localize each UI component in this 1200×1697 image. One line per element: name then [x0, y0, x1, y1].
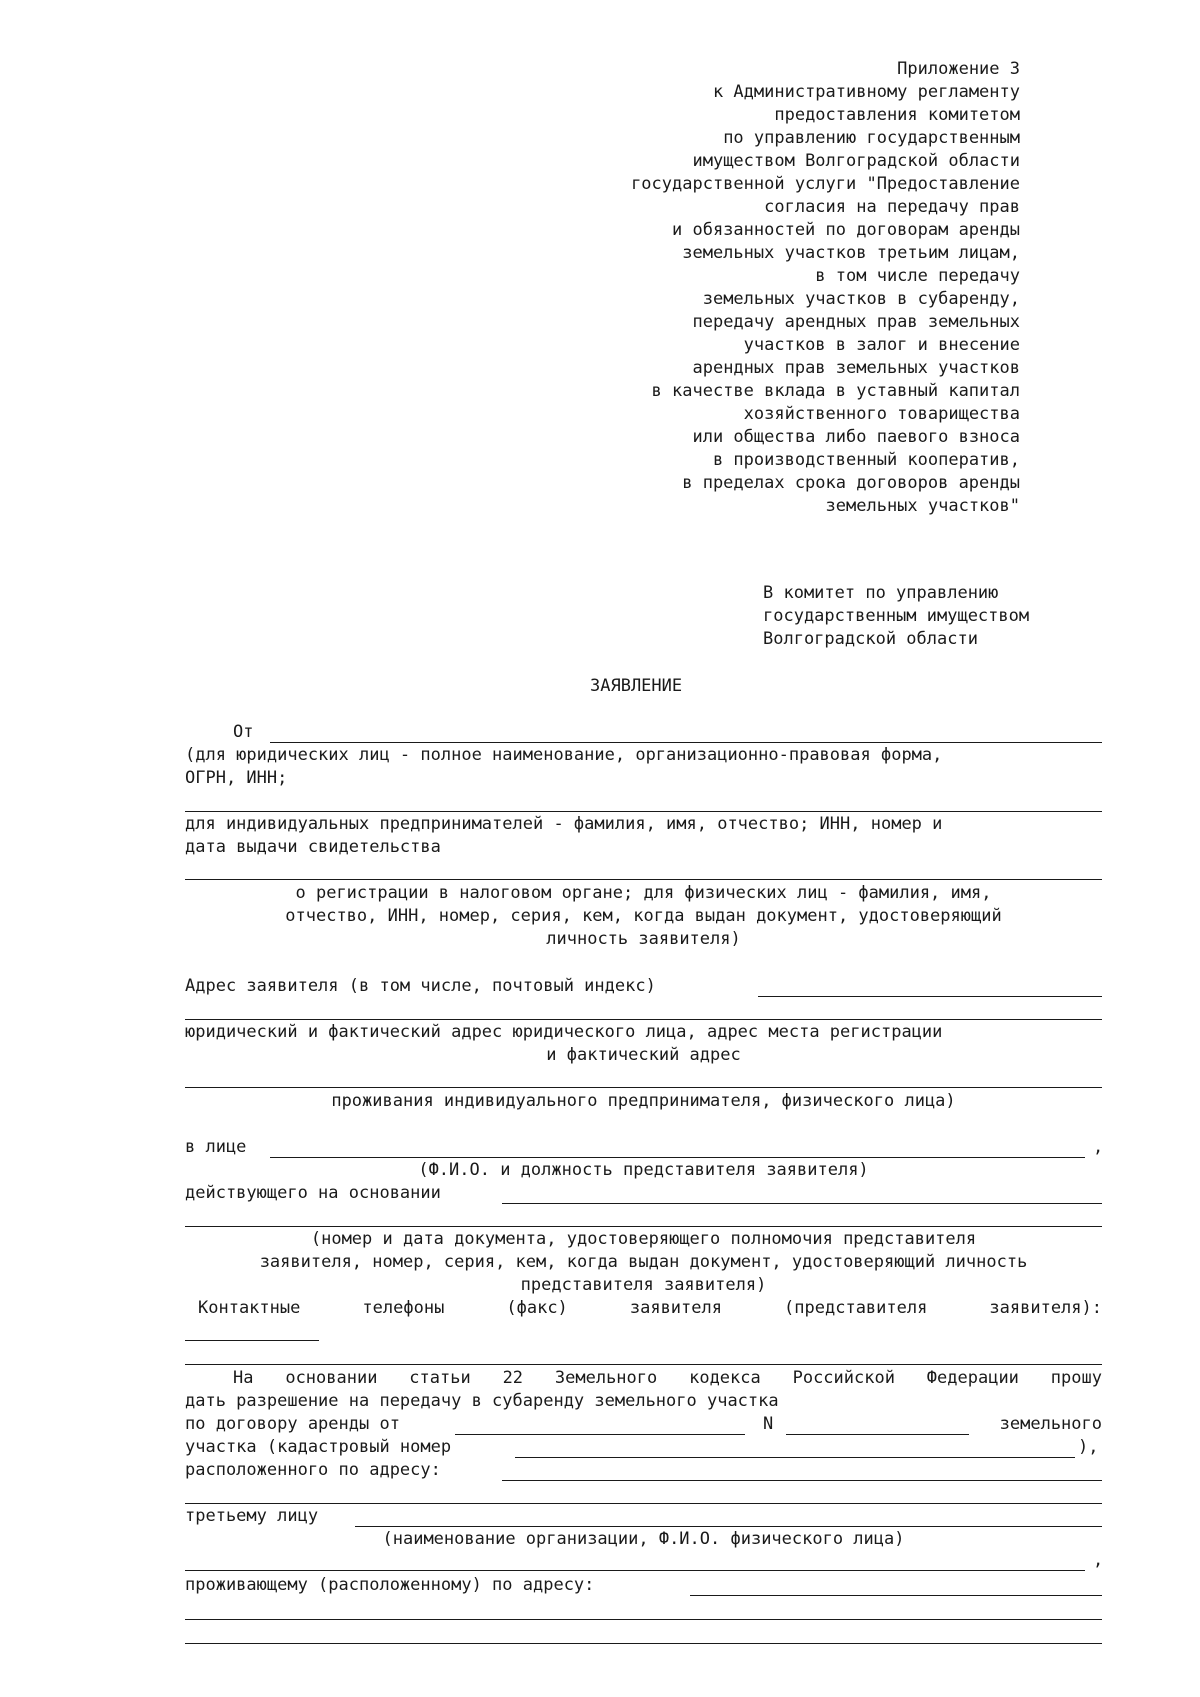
address-hint: юридический и фактический адрес юридического лица, адрес места регистрации [185, 1022, 943, 1042]
contacts-line [198, 1297, 1102, 1319]
request-word: прошу [1050, 1368, 1102, 1388]
third-party-field-line[interactable] [355, 1526, 1102, 1527]
request-line-1 [233, 1367, 1102, 1389]
address-field-line[interactable] [758, 996, 1102, 997]
appendix-line: в качестве вклада в уставный капитал [651, 381, 1020, 401]
residing-field-line-2[interactable] [185, 1619, 1102, 1620]
rep-hint: (номер и дата документа, удостоверяющего полномочия представителя [310, 1229, 977, 1249]
addressee-line: В комитет по управлению [763, 583, 999, 603]
from-field-line[interactable] [270, 742, 1102, 743]
contract-label: по договору аренды от [185, 1414, 400, 1434]
appendix-line: хозяйственного товарищества [743, 404, 1020, 424]
addressee-line: государственным имуществом [763, 606, 1030, 626]
from-hint: ОГРН, ИНН; [185, 768, 288, 788]
residing-field-line-3[interactable] [185, 1643, 1102, 1644]
request-word: Федерации [926, 1368, 1019, 1388]
address-label: Адрес заявителя (в том числе, почтовый индекс) [185, 976, 656, 996]
appendix-line: передачу арендных прав земельных [692, 312, 1020, 332]
rep-hint: (Ф.И.О. и должность представителя заявителя) [418, 1160, 869, 1180]
request-word: кодекса [689, 1368, 761, 1388]
from-label: От [233, 722, 254, 742]
rep-field-line[interactable] [270, 1157, 1085, 1158]
contacts-field-line-2[interactable] [185, 1364, 1102, 1365]
appendix-line: в том числе передачу [815, 266, 1020, 286]
from-hint: личность заявителя) [546, 929, 741, 949]
address-field-line-3[interactable] [185, 1087, 1102, 1088]
addressee-line: Волгоградской области [763, 629, 978, 649]
request-word: Российской [792, 1368, 895, 1388]
third-party-field-line-2[interactable] [185, 1570, 1085, 1571]
document-title: ЗАЯВЛЕНИЕ [590, 676, 683, 696]
appendix-line: предоставления комитетом [774, 105, 1020, 125]
contract-n-label: N [763, 1414, 774, 1434]
appendix-line: согласия на передачу прав [764, 197, 1020, 217]
rep-hint: представителя заявителя) [520, 1275, 767, 1295]
from-field-line-3[interactable] [185, 879, 1102, 880]
contacts-word: Контактные [198, 1298, 301, 1318]
contract-number-field-line[interactable] [786, 1434, 969, 1435]
appendix-line: Приложение 3 [897, 59, 1020, 79]
from-hint: отчество, ИНН, номер, серия, кем, когда выдан документ, удостоверяющий [285, 906, 1002, 926]
appendix-line: государственной услуги "Предоставление [631, 174, 1020, 194]
contacts-word: (представителя [784, 1298, 928, 1318]
request-word: основании [285, 1368, 378, 1388]
plot-label: земельного [999, 1414, 1102, 1434]
request-word: Земельного [554, 1368, 658, 1388]
appendix-line: земельных участков в субаренду, [702, 289, 1020, 309]
third-party-hint: (наименование организации, Ф.И.О. физического лица) [382, 1529, 905, 1549]
rep-hint: заявителя, номер, серия, кем, когда выдан документ, удостоверяющий личность [259, 1252, 1028, 1272]
contacts-word: заявителя): [989, 1298, 1102, 1318]
appendix-line: в пределах срока договоров аренды [682, 473, 1020, 493]
request-word: На [233, 1368, 254, 1388]
rep-basis-label: действующего на основании [185, 1183, 441, 1203]
rep-label: в лице [185, 1137, 247, 1157]
from-field-line-2[interactable] [185, 811, 1102, 812]
address-hint: и фактический адрес [546, 1045, 741, 1065]
request-word: статьи [409, 1368, 471, 1388]
address-hint: проживания индивидуального предпринимателя, физического лица) [331, 1091, 956, 1111]
residing-field-line[interactable] [690, 1595, 1102, 1596]
contacts-field-line[interactable] [185, 1340, 319, 1341]
cadastral-end: ), [1078, 1437, 1099, 1457]
located-field-line[interactable] [502, 1480, 1102, 1481]
appendix-line: или общества либо паевого взноса [692, 427, 1020, 447]
appendix-line: к Административному регламенту [712, 82, 1020, 102]
from-hint: (для юридических лиц - полное наименование, организационно-правовая форма, [185, 745, 943, 765]
appendix-line: по управлению государственным [723, 128, 1020, 148]
residing-label: проживающему (расположенному) по адресу: [185, 1575, 595, 1595]
request-word: 22 [502, 1368, 524, 1388]
third-party-label: третьему лицу [185, 1506, 319, 1526]
appendix-line: участков в залог и внесение [743, 335, 1020, 355]
appendix-line: в производственный кооператив, [712, 450, 1020, 470]
contacts-word: (факс) [506, 1298, 568, 1318]
appendix-line: и обязанностей по договорам аренды [672, 220, 1020, 240]
contacts-word: заявителя [629, 1298, 722, 1318]
from-hint: о регистрации в налоговом органе; для физических лиц - фамилия, имя, [295, 883, 992, 903]
rep-basis-field-line-2[interactable] [185, 1226, 1102, 1227]
cadastral-label: участка (кадастровый номер [185, 1437, 452, 1457]
from-hint: для индивидуальных предпринимателей - фамилия, имя, отчество; ИНН, номер и [185, 814, 943, 834]
request-line-2: дать разрешение на передачу в субаренду земельного участка [185, 1391, 779, 1411]
cadastral-field-line[interactable] [515, 1457, 1075, 1458]
contract-date-field-line[interactable] [455, 1434, 745, 1435]
from-hint: дата выдачи свидетельства [185, 837, 441, 857]
appendix-line: арендных прав земельных участков [692, 358, 1020, 378]
located-field-line-2[interactable] [185, 1503, 1102, 1504]
appendix-line: имуществом Волгоградской области [692, 151, 1020, 171]
rep-comma: , [1093, 1137, 1104, 1157]
appendix-line: земельных участков третьим лицам, [682, 243, 1020, 263]
rep-basis-field-line[interactable] [502, 1203, 1102, 1204]
located-label: расположенного по адресу: [185, 1460, 441, 1480]
contacts-word: телефоны [362, 1298, 445, 1318]
address-field-line-2[interactable] [185, 1019, 1102, 1020]
third-party-comma: , [1093, 1550, 1104, 1570]
appendix-line: земельных участков" [825, 496, 1020, 516]
